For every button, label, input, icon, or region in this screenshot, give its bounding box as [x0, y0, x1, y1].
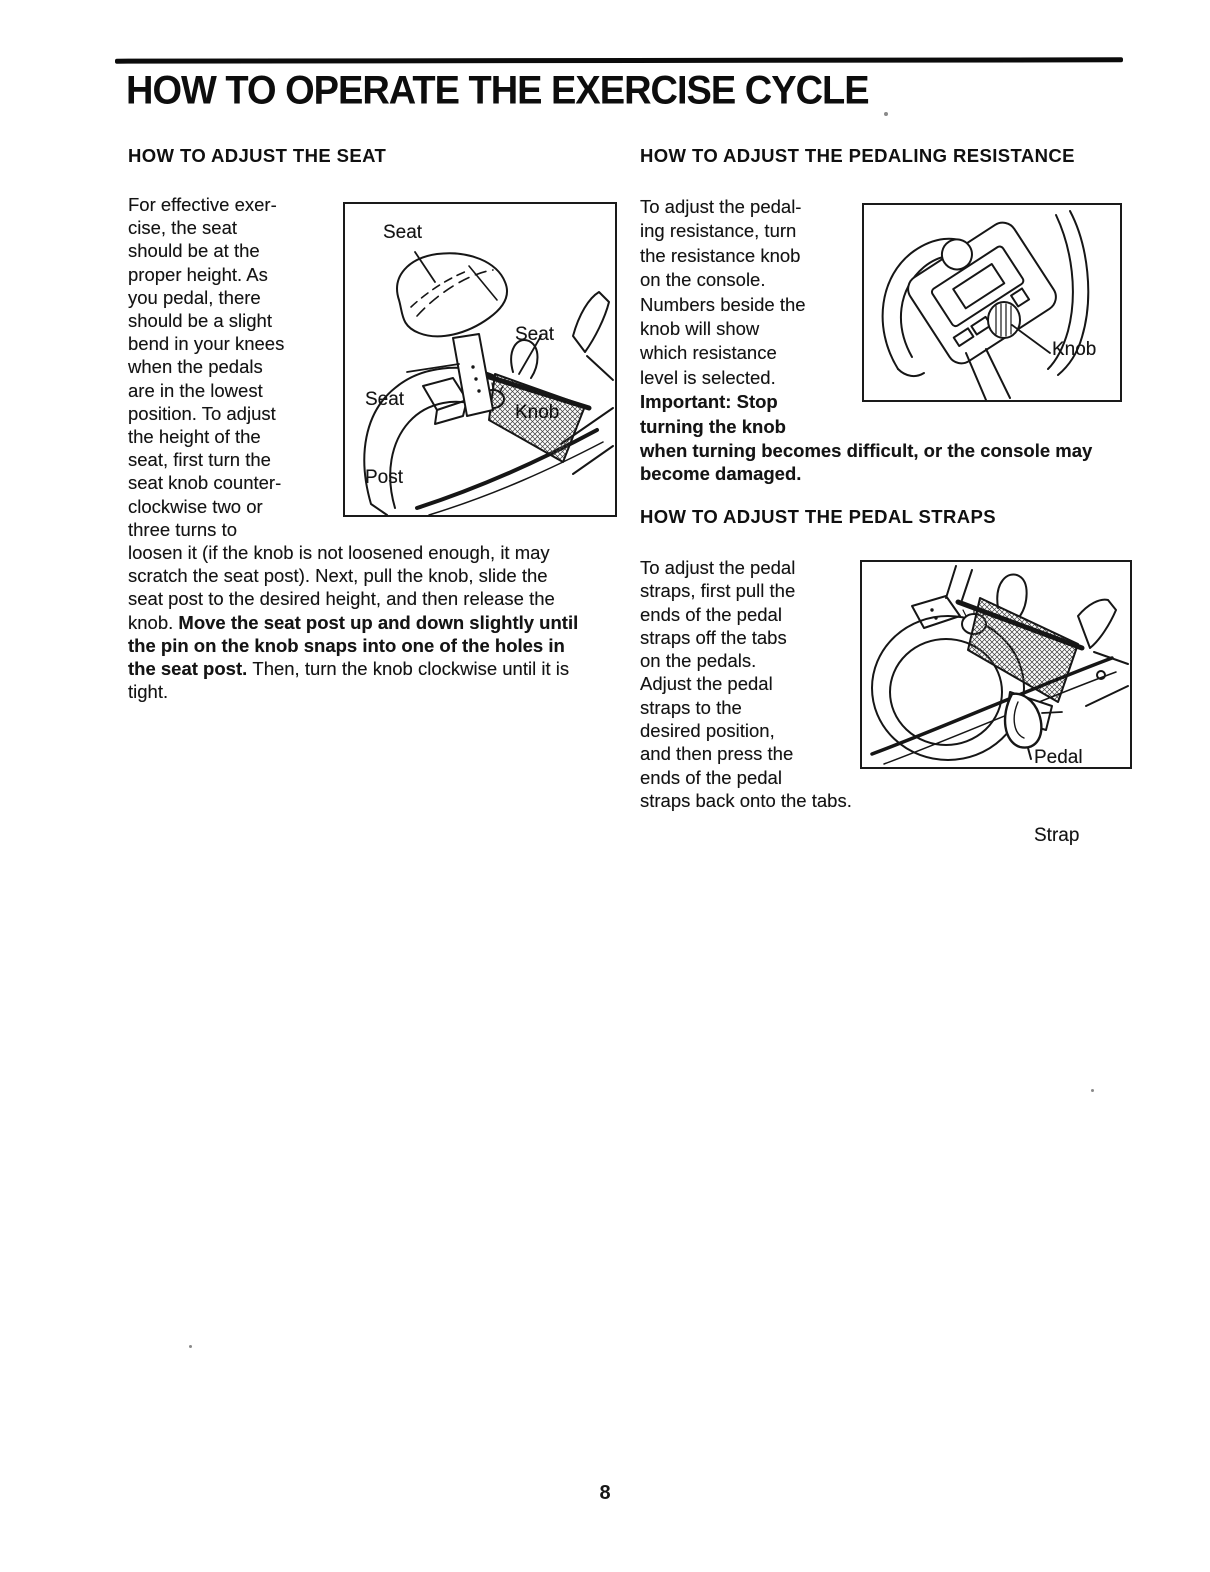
text-line: the height of the: [128, 426, 261, 448]
text-line: seat post to the desired height, and then release the: [128, 588, 555, 610]
text-line: when turning becomes difficult, or the console may: [640, 440, 1093, 462]
text-line: Adjust the pedal: [640, 673, 773, 695]
label-seat-post: [365, 335, 404, 543]
title-rule: [115, 57, 1123, 63]
scan-speck: [884, 112, 888, 116]
text-line: become damaged.: [640, 463, 802, 485]
resistance-figure: [862, 203, 1122, 402]
heading-adjust-resistance: HOW TO ADJUST THE PEDALING RESISTANCE: [640, 145, 1075, 166]
heading-adjust-seat: HOW TO ADJUST THE SEAT: [128, 145, 387, 166]
straps-paragraph-narrow: [640, 556, 855, 789]
straps-figure: [860, 560, 1132, 846]
text-line: should be a slight: [128, 310, 272, 332]
seat-figure: [343, 202, 617, 517]
label-seat-knob-line1: Seat: [515, 324, 555, 345]
page-number: 8: [599, 1482, 611, 1504]
text-line: on the console.: [640, 269, 766, 291]
text-line: the resistance knob: [640, 244, 801, 266]
label-pedal-strap-line2: Strap: [1034, 825, 1080, 846]
resistance-paragraph-wide: [640, 439, 1122, 485]
text-line: when the pedals: [128, 356, 263, 378]
scan-speck: [189, 1345, 192, 1348]
seat-paragraph-wide: [128, 541, 617, 703]
scan-speck: [1091, 1089, 1094, 1092]
text-line: knob will show: [640, 318, 760, 340]
text-line: Numbers beside the: [640, 293, 806, 315]
text-line: are in the lowest: [128, 379, 263, 401]
text-line: proper height. As: [128, 263, 268, 285]
label-resistance-knob: Knob: [1052, 339, 1097, 360]
text-line: For effective exer-: [128, 194, 277, 215]
text-line: clockwise two or: [128, 495, 263, 517]
text-line: desired position,: [640, 720, 775, 742]
pedal-illustration: [862, 562, 1130, 767]
text-line: straps back onto the tabs.: [640, 789, 852, 811]
text-line: position. To adjust: [128, 402, 276, 424]
text-line: ends of the pedal: [640, 766, 782, 788]
text-line: on the pedals.: [640, 650, 757, 672]
label-seat-post-line2: Post: [365, 467, 404, 488]
text-line: turning the knob: [640, 415, 786, 437]
text-line: To adjust the pedal: [640, 557, 796, 578]
text-line: straps to the: [640, 696, 742, 718]
label-seat-knob: [515, 270, 559, 478]
console-illustration: [864, 205, 1120, 400]
label-pedal-strap-line1: Pedal: [1034, 747, 1083, 768]
text-line: knob. Move the seat post up and down slightly until: [128, 611, 579, 633]
text-line: cise, the seat: [128, 217, 238, 239]
label-seat-knob-line2: Knob: [515, 402, 560, 423]
text-line: bend in your knees: [128, 333, 285, 355]
text-line: level is selected.: [640, 366, 776, 388]
text-line: the seat post. Then, turn the knob clockwise until it is: [128, 658, 570, 680]
text-line: ing resistance, turn: [640, 220, 797, 242]
label-seat-post-line1: Seat: [365, 389, 405, 410]
text-line: ends of the pedal: [640, 603, 782, 625]
text-line: loosen it (if the knob is not loosened enough, it may: [128, 542, 550, 564]
label-pedal-strap: [1034, 693, 1083, 901]
text-line: scratch the seat post). Next, pull the knob, slide the: [128, 565, 548, 587]
text-line: tight.: [128, 681, 169, 703]
text-line: you pedal, there: [128, 286, 261, 308]
heading-adjust-pedal-straps: HOW TO ADJUST THE PEDAL STRAPS: [640, 506, 996, 527]
text-line: which resistance: [640, 342, 777, 364]
text-line: seat, first turn the: [128, 449, 271, 471]
resistance-paragraph-narrow: [640, 195, 858, 439]
text-line: and then press the: [640, 743, 794, 765]
text-line: the pin on the knob snaps into one of the holes in: [128, 634, 565, 656]
label-seat: Seat: [383, 222, 423, 243]
page-title: HOW TO OPERATE THE EXERCISE CYCLE: [126, 69, 869, 113]
text-line: seat knob counter-: [128, 472, 282, 494]
text-line: straps off the tabs: [640, 626, 787, 648]
text-line: Important: Stop: [640, 391, 778, 413]
text-line: three turns to: [128, 518, 238, 540]
text-line: should be at the: [128, 240, 260, 262]
text-line: straps, first pull the: [640, 580, 796, 602]
text-line: To adjust the pedal-: [640, 196, 802, 217]
seat-paragraph-narrow: [128, 193, 342, 541]
